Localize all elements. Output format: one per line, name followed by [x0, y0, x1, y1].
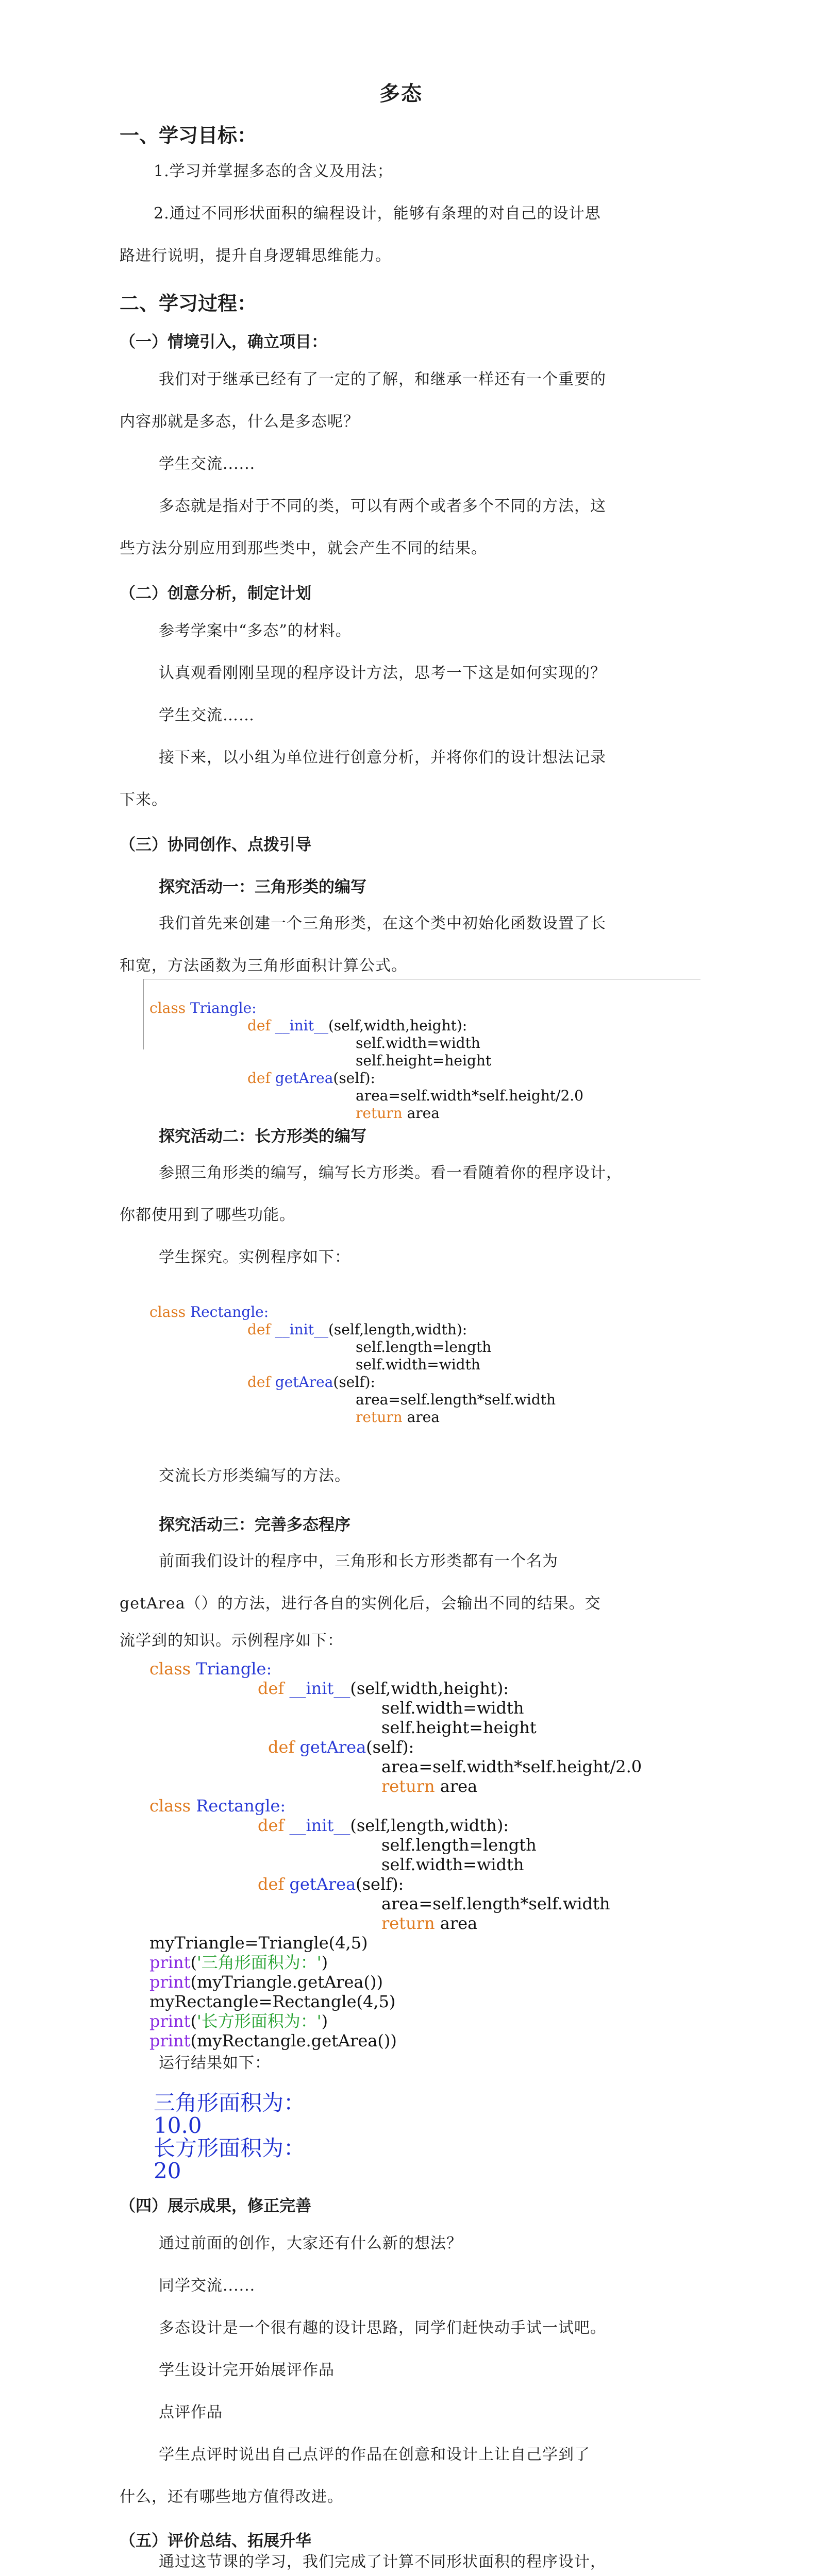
goal-2-line-2: 路进行说明，提升自身逻辑思维能力。 — [120, 247, 391, 265]
activity-3-para-line-2: getArea（）的方法，进行各自的实例化后，会输出不同的结果。交 — [120, 1595, 601, 1613]
part-4-para-6-line-1: 学生点评时说出自己点评的作品在创意和设计上让自己学到了 — [159, 2446, 590, 2464]
part-4-para-3: 多态设计是一个很有趣的设计思路，同学们赶快动手试一试吧。 — [159, 2319, 606, 2337]
part-1-para-3-line-2: 些方法分别应用到那些类中，就会产生不同的结果。 — [120, 539, 487, 557]
section-2-heading: 二、学习过程： — [120, 292, 257, 315]
part-4-para-4: 学生设计完开始展评作品 — [159, 2361, 335, 2379]
run-result-label: 运行结果如下： — [159, 2054, 271, 2072]
part-5-heading: （五）评价总结、拓展升华 — [120, 2532, 311, 2550]
output-line-4: 20 — [154, 2158, 181, 2183]
part-4-para-6-line-2: 什么，还有哪些地方值得改进。 — [120, 2488, 343, 2506]
part-1-para-1-line-1: 我们对于继承已经有了一定的了解，和继承一样还有一个重要的 — [159, 370, 606, 388]
page-title: 多态 — [379, 81, 423, 106]
activity-3-heading: 探究活动三：完善多态程序 — [159, 1516, 350, 1534]
activity-3-para-line-3: 流学到的知识。示例程序如下： — [120, 1632, 343, 1650]
goal-2-line-1: 2.通过不同形状面积的编程设计，能够有条理的对自己的设计思 — [154, 205, 601, 223]
activity-1-para-line-2: 和宽，方法函数为三角形面积计算公式。 — [120, 957, 407, 975]
output-line-3: 长方形面积为： — [154, 2136, 306, 2161]
part-3-heading: （三）协同创作、点拨引导 — [120, 836, 311, 854]
part-4-heading: （四）展示成果，修正完善 — [120, 2197, 311, 2215]
activity-2-para-3: 交流长方形类编写的方法。 — [159, 1467, 350, 1485]
part-1-heading: （一）情境引入，确立项目： — [120, 333, 327, 351]
part-4-para-5: 点评作品 — [159, 2403, 223, 2421]
rectangle-code: class Rectangle: def __init__(self,length,width): self.length=length self.width=width def getArea(self): area=self.length*self.width return area — [149, 1303, 556, 1426]
activity-1-heading: 探究活动一：三角形类的编写 — [159, 878, 366, 896]
part-2-para-4-line-2: 下来。 — [120, 791, 168, 809]
part-5-para-1-line-1: 通过这节课的学习，我们完成了计算不同形状面积的程序设计， — [159, 2553, 606, 2571]
part-2-para-1: 参考学案中“多态”的材料。 — [159, 622, 352, 640]
part-2-para-4-line-1: 接下来，以小组为单位进行创意分析，并将你们的设计想法记录 — [159, 749, 606, 767]
triangle-code: class Triangle: def __init__(self,width,height): self.width=width self.height=height def getArea(self): area=self.width*self.height/2.0 return area — [149, 999, 583, 1122]
part-1-para-3-line-1: 多态就是指对于不同的类，可以有两个或者多个不同的方法，这 — [159, 497, 606, 515]
activity-1-para-line-1: 我们首先来创建一个三角形类，在这个类中初始化函数设置了长 — [159, 914, 606, 933]
part-4-para-2: 同学交流...... — [159, 2277, 256, 2295]
output-line-2: 10.0 — [154, 2113, 202, 2138]
activity-2-para-line-2: 你都使用到了哪些功能。 — [120, 1206, 295, 1224]
activity-2-heading: 探究活动二：长方形类的编写 — [159, 1127, 366, 1146]
activity-2-para-2: 学生探究。实例程序如下： — [159, 1248, 350, 1266]
section-1-heading: 一、学习目标： — [120, 124, 257, 147]
part-1-para-1-line-2: 内容那就是多态，什么是多态呢？ — [120, 413, 359, 431]
part-1-para-2: 学生交流...... — [159, 455, 256, 473]
goal-1: 1.学习并掌握多态的含义及用法； — [154, 162, 393, 180]
part-4-para-1: 通过前面的创作，大家还有什么新的想法？ — [159, 2234, 462, 2252]
output-line-1: 三角形面积为： — [154, 2090, 306, 2115]
part-2-para-2: 认真观看刚刚呈现的程序设计方法，思考一下这是如何实现的？ — [159, 664, 606, 682]
run-output — [154, 2092, 305, 2182]
part-2-para-3: 学生交流…… — [159, 706, 255, 724]
activity-3-para-line-1: 前面我们设计的程序中，三角形和长方形类都有一个名为 — [159, 1552, 558, 1570]
activity-2-para-line-1: 参照三角形类的编写，编写长方形类。看一看随着你的程序设计， — [159, 1164, 622, 1182]
part-2-heading: （二）创意分析，制定计划 — [120, 584, 311, 603]
polymorphism-code: class Triangle: def __init__(self,width,height): self.width=width self.height=height def getArea(self): area=self.width*self.height/2.0 return area class Rectangle: def __init__(self,length,width): self.length=length self.width=width def getArea(self): area=self.length*self.width return area myTriangle=Triangle(4,5) print('三角形面积为：') print(myTriangle.getArea()) myRectangle=Rectangle(4,5) print('长方形面积为：') print(myRectangle.getArea()) — [149, 1659, 642, 2050]
